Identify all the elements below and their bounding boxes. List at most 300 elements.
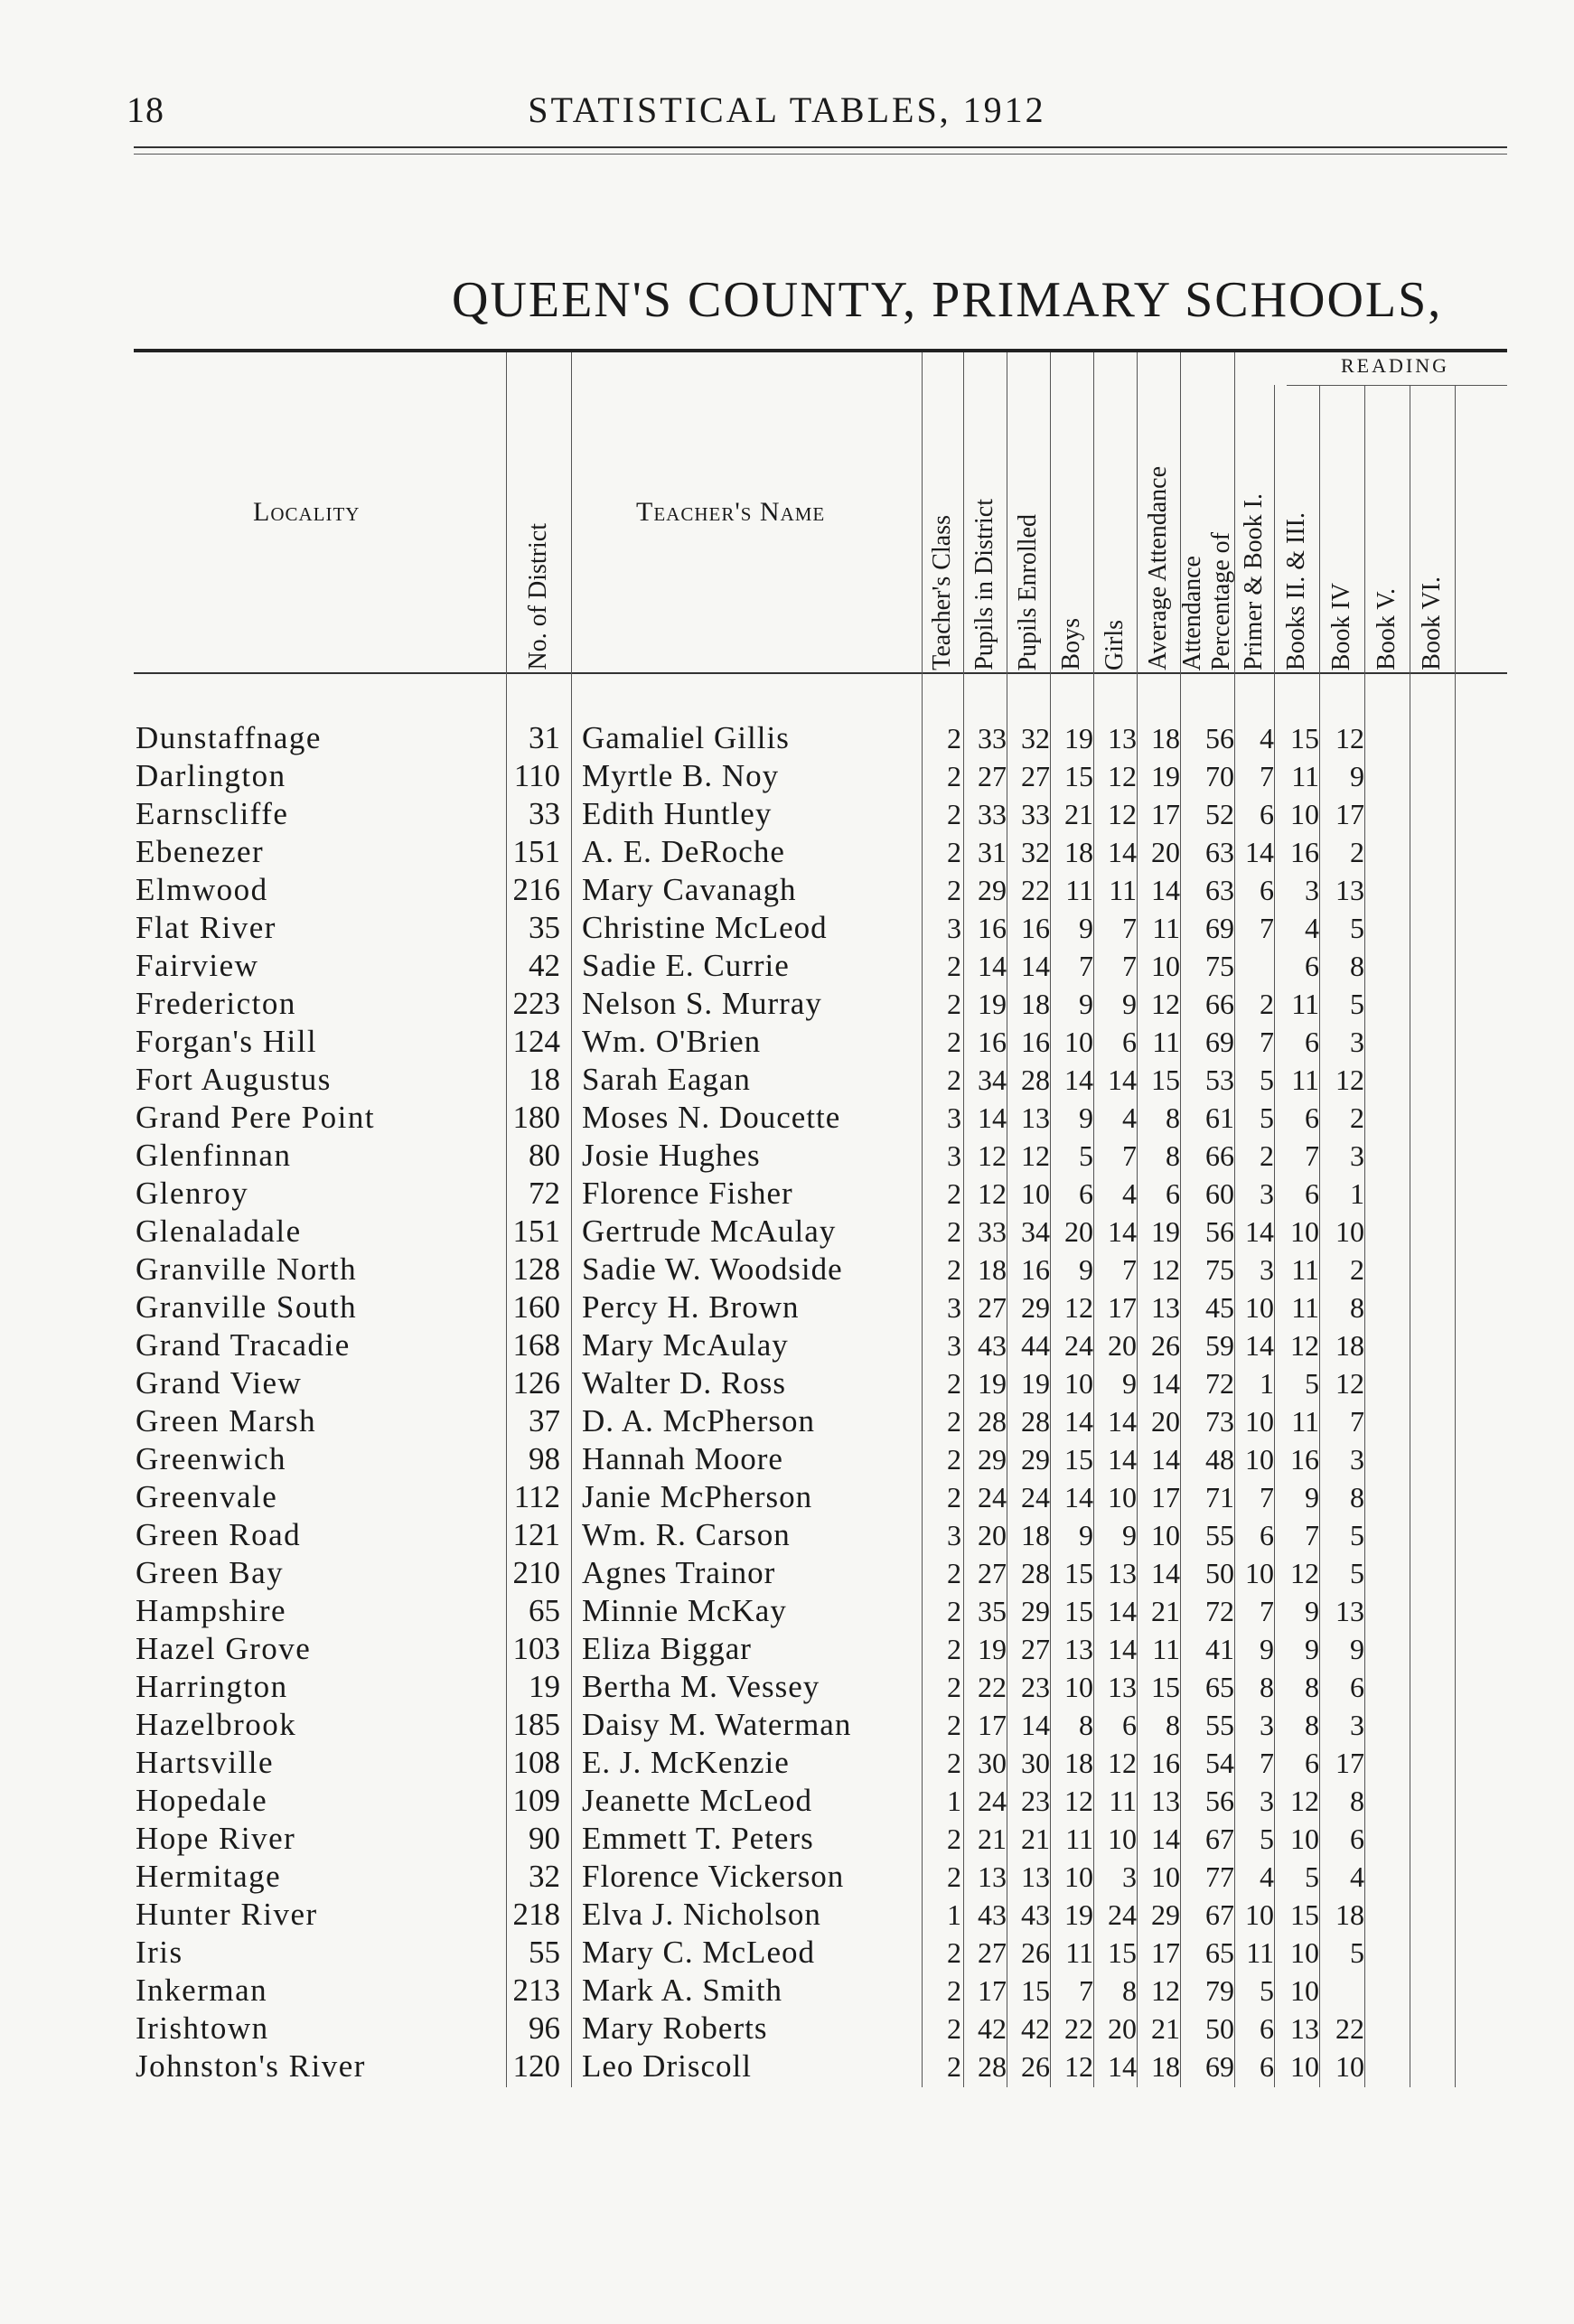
primer-cell: 3 <box>1260 1709 1274 1741</box>
average-attendance-cell: 10 <box>1151 1519 1180 1551</box>
percentage-cell: 71 <box>1205 1481 1234 1513</box>
pupils-enrolled-cell: 18 <box>1021 1519 1050 1551</box>
pupils-enrolled-cell: 14 <box>1021 1709 1050 1741</box>
average-attendance-cell: 26 <box>1151 1329 1180 1362</box>
primer-cell: 2 <box>1260 988 1274 1020</box>
girls-cell: 13 <box>1108 1671 1137 1703</box>
primer-cell: 6 <box>1260 1519 1274 1551</box>
district-cell: 103 <box>512 1631 560 1666</box>
girls-cell: 9 <box>1122 1519 1137 1551</box>
primer-cell: 4 <box>1260 1860 1274 1893</box>
district-cell: 72 <box>529 1176 560 1211</box>
district-cell: 213 <box>512 1973 560 2008</box>
percentage-cell: 69 <box>1205 2050 1234 2083</box>
books-2-3-cell: 11 <box>1291 1291 1319 1324</box>
average-attendance-cell: 15 <box>1151 1064 1180 1096</box>
pupils-enrolled-cell: 33 <box>1021 798 1050 830</box>
girls-cell: 14 <box>1108 1633 1137 1665</box>
teacher-class-cell: 2 <box>947 722 961 754</box>
district-cell: 128 <box>512 1251 560 1287</box>
locality-cell: Green Road <box>136 1517 302 1552</box>
pupils-enrolled-cell: 13 <box>1021 1101 1050 1134</box>
average-attendance-cell: 10 <box>1151 950 1180 982</box>
pupils-district-cell: 19 <box>978 1633 1007 1665</box>
girls-cell: 3 <box>1122 1860 1137 1893</box>
header-rule <box>134 146 1507 148</box>
book-4-cell: 8 <box>1350 1785 1364 1817</box>
teacher-class-cell: 2 <box>947 1557 961 1589</box>
table-row <box>134 1251 1507 1289</box>
pupils-enrolled-cell: 32 <box>1021 836 1050 868</box>
district-cell: 223 <box>512 986 560 1021</box>
locality-cell: Greenwich <box>136 1441 287 1476</box>
boys-cell: 11 <box>1065 1936 1093 1969</box>
books-2-3-cell: 5 <box>1305 1367 1319 1400</box>
pupils-district-cell: 20 <box>978 1519 1007 1551</box>
average-attendance-cell: 13 <box>1151 1785 1180 1817</box>
boys-cell: 9 <box>1079 912 1093 944</box>
average-attendance-cell: 12 <box>1151 988 1180 1020</box>
primer-cell: 10 <box>1245 1291 1274 1324</box>
average-attendance-cell: 17 <box>1151 798 1180 830</box>
average-attendance-cell: 14 <box>1151 1367 1180 1400</box>
pupils-enrolled-cell: 29 <box>1021 1443 1050 1476</box>
average-attendance-cell: 19 <box>1151 1215 1180 1248</box>
books-2-3-cell: 16 <box>1290 1443 1319 1476</box>
locality-cell: Ebenezer <box>136 834 265 869</box>
locality-cell: Glenroy <box>136 1176 249 1211</box>
book-4-cell: 5 <box>1350 1557 1364 1589</box>
average-attendance-cell: 11 <box>1152 1633 1180 1665</box>
teacher-class-cell: 2 <box>947 2050 961 2083</box>
boys-cell: 7 <box>1079 1974 1093 2007</box>
table-row <box>134 1782 1507 1820</box>
teacher-cell: Gamaliel Gillis <box>582 720 790 755</box>
header-book6-cell <box>1410 385 1455 670</box>
locality-cell: Hartsville <box>136 1745 275 1780</box>
primer-cell: 3 <box>1260 1253 1274 1286</box>
pupils-district-cell: 24 <box>978 1785 1007 1817</box>
percentage-cell: 77 <box>1205 1860 1234 1893</box>
books-2-3-cell: 11 <box>1291 1253 1319 1286</box>
pupils-enrolled-cell: 27 <box>1021 760 1050 792</box>
boys-cell: 6 <box>1079 1177 1093 1210</box>
teacher-cell: E. J. McKenzie <box>582 1745 790 1780</box>
primer-cell: 14 <box>1245 1215 1274 1248</box>
percentage-cell: 55 <box>1205 1709 1234 1741</box>
girls-cell: 12 <box>1108 1747 1137 1779</box>
teacher-cell: Janie McPherson <box>582 1479 813 1514</box>
primer-cell: 10 <box>1245 1405 1274 1438</box>
book-4-cell: 17 <box>1335 798 1364 830</box>
book-4-cell: 2 <box>1350 1253 1364 1286</box>
percentage-cell: 69 <box>1205 1026 1234 1058</box>
locality-cell: Hope River <box>136 1821 296 1856</box>
percentage-cell: 66 <box>1205 1139 1234 1172</box>
header-primer-cell <box>1234 385 1274 670</box>
district-cell: 210 <box>512 1555 560 1590</box>
primer-cell: 14 <box>1245 836 1274 868</box>
average-attendance-cell: 20 <box>1151 836 1180 868</box>
primer-cell: 5 <box>1260 1064 1274 1096</box>
district-cell: 151 <box>512 834 560 869</box>
pupils-district-cell: 43 <box>978 1898 1007 1931</box>
books-2-3-cell: 11 <box>1291 988 1319 1020</box>
teacher-cell: Percy H. Brown <box>582 1289 800 1325</box>
table-row <box>134 1554 1507 1592</box>
table-row <box>134 719 1507 757</box>
pupils-enrolled-cell: 27 <box>1021 1633 1050 1665</box>
locality-cell: Hopedale <box>136 1783 268 1818</box>
table-top-rule <box>134 349 1507 352</box>
locality-cell: Iris <box>136 1935 183 1970</box>
percentage-cell: 67 <box>1205 1898 1234 1931</box>
boys-cell: 11 <box>1065 874 1093 906</box>
boys-cell: 7 <box>1079 950 1093 982</box>
pupils-enrolled-cell: 28 <box>1021 1557 1050 1589</box>
teacher-cell: Mary McAulay <box>582 1327 789 1363</box>
locality-cell: Grand View <box>136 1365 303 1401</box>
girls-cell: 11 <box>1109 1785 1137 1817</box>
pupils-enrolled-cell: 14 <box>1021 950 1050 982</box>
teacher-class-cell: 3 <box>947 1291 961 1324</box>
book-4-cell: 3 <box>1350 1139 1364 1172</box>
average-attendance-cell: 11 <box>1152 912 1180 944</box>
book-4-cell: 18 <box>1335 1898 1364 1931</box>
district-cell: 80 <box>529 1138 560 1173</box>
pupils-district-cell: 21 <box>978 1823 1007 1855</box>
table-row <box>134 1668 1507 1706</box>
teacher-cell: Florence Vickerson <box>582 1859 845 1894</box>
table-row <box>134 1326 1507 1364</box>
teacher-class-cell: 2 <box>947 1026 961 1058</box>
pupils-district-cell: 35 <box>978 1595 1007 1627</box>
primer-cell: 9 <box>1260 1633 1274 1665</box>
primer-cell: 1 <box>1260 1367 1274 1400</box>
district-cell: 98 <box>529 1441 560 1476</box>
table-row <box>134 795 1507 833</box>
locality-cell: Irishtown <box>136 2010 269 2046</box>
girls-cell: 6 <box>1122 1026 1137 1058</box>
boys-cell: 13 <box>1064 1633 1093 1665</box>
percentage-cell: 50 <box>1205 1557 1234 1589</box>
primer-cell: 7 <box>1260 1026 1274 1058</box>
teacher-cell: Mary C. McLeod <box>582 1935 815 1970</box>
pupils-enrolled-cell: 43 <box>1021 1898 1050 1931</box>
boys-cell: 24 <box>1064 1329 1093 1362</box>
district-cell: 216 <box>512 872 560 907</box>
boys-cell: 12 <box>1064 2050 1093 2083</box>
district-cell: 112 <box>513 1479 560 1514</box>
book-4-cell: 10 <box>1335 2050 1364 2083</box>
girls-cell: 13 <box>1108 722 1137 754</box>
average-attendance-cell: 8 <box>1166 1139 1180 1172</box>
teacher-class-cell: 2 <box>947 1215 961 1248</box>
books-2-3-cell: 6 <box>1305 1101 1319 1134</box>
header-girls-cell <box>1093 385 1137 670</box>
percentage-cell: 48 <box>1205 1443 1234 1476</box>
district-cell: 160 <box>512 1289 560 1325</box>
primer-cell: 5 <box>1260 1823 1274 1855</box>
percentage-cell: 67 <box>1205 1823 1234 1855</box>
locality-cell: Forgan's Hill <box>136 1024 318 1059</box>
girls-cell: 10 <box>1108 1823 1137 1855</box>
boys-cell: 8 <box>1079 1709 1093 1741</box>
header-pupils-enrolled: Pupils Enrolled <box>1014 513 1042 670</box>
district-cell: 65 <box>529 1593 560 1628</box>
teacher-class-cell: 2 <box>947 1747 961 1779</box>
teacher-cell: Eliza Biggar <box>582 1631 752 1666</box>
percentage-cell: 72 <box>1205 1595 1234 1627</box>
average-attendance-cell: 15 <box>1151 1671 1180 1703</box>
locality-cell: Green Bay <box>136 1555 285 1590</box>
table-row <box>134 1744 1507 1782</box>
percentage-cell: 63 <box>1205 874 1234 906</box>
girls-cell: 6 <box>1122 1709 1137 1741</box>
books-2-3-cell: 12 <box>1290 1557 1319 1589</box>
percentage-cell: 73 <box>1205 1405 1234 1438</box>
book-4-cell: 5 <box>1350 1519 1364 1551</box>
percentage-cell: 55 <box>1205 1519 1234 1551</box>
teacher-class-cell: 3 <box>947 1101 961 1134</box>
pupils-enrolled-cell: 16 <box>1021 1253 1050 1286</box>
district-cell: 33 <box>529 796 560 831</box>
header-pct-cell <box>1180 385 1234 670</box>
books-2-3-cell: 6 <box>1305 1747 1319 1779</box>
district-cell: 55 <box>529 1935 560 1970</box>
girls-cell: 14 <box>1108 1595 1137 1627</box>
teacher-class-cell: 2 <box>947 1064 961 1096</box>
girls-cell: 14 <box>1108 1443 1137 1476</box>
table-row <box>134 1137 1507 1175</box>
teacher-cell: D. A. McPherson <box>582 1403 816 1438</box>
teacher-cell: Christine McLeod <box>582 910 828 945</box>
teacher-class-cell: 3 <box>947 1329 961 1362</box>
books-2-3-cell: 11 <box>1291 1064 1319 1096</box>
primer-cell: 6 <box>1260 874 1274 906</box>
running-head: STATISTICAL TABLES, 1912 <box>528 89 1046 130</box>
table-row <box>134 1934 1507 1972</box>
district-cell: 96 <box>529 2010 560 2046</box>
boys-cell: 12 <box>1064 1785 1093 1817</box>
primer-cell: 8 <box>1260 1671 1274 1703</box>
book-4-cell: 12 <box>1335 722 1364 754</box>
teacher-class-cell: 2 <box>947 1633 961 1665</box>
district-cell: 37 <box>529 1403 560 1438</box>
girls-cell: 8 <box>1122 1974 1137 2007</box>
book-4-cell: 2 <box>1350 836 1364 868</box>
locality-cell: Green Marsh <box>136 1403 317 1438</box>
primer-cell: 10 <box>1245 1898 1274 1931</box>
books-2-3-cell: 12 <box>1290 1785 1319 1817</box>
pupils-district-cell: 16 <box>978 1026 1007 1058</box>
teacher-class-cell: 1 <box>947 1898 961 1931</box>
table-row <box>134 909 1507 947</box>
pupils-district-cell: 42 <box>978 2012 1007 2045</box>
primer-cell: 10 <box>1245 1557 1274 1589</box>
pupils-district-cell: 22 <box>978 1671 1007 1703</box>
book-4-cell: 3 <box>1350 1709 1364 1741</box>
girls-cell: 20 <box>1108 1329 1137 1362</box>
percentage-cell: 41 <box>1205 1633 1234 1665</box>
locality-cell: Greenvale <box>136 1479 278 1514</box>
pupils-district-cell: 27 <box>978 1291 1007 1324</box>
pupils-district-cell: 19 <box>978 1367 1007 1400</box>
pupils-district-cell: 14 <box>978 950 1007 982</box>
pupils-enrolled-cell: 23 <box>1021 1671 1050 1703</box>
percentage-cell: 59 <box>1205 1329 1234 1362</box>
header-average-attendance: Average Attendance <box>1144 466 1172 670</box>
book-4-cell: 3 <box>1350 1443 1364 1476</box>
primer-cell: 7 <box>1260 1595 1274 1627</box>
locality-cell: Johnston's River <box>136 2048 366 2084</box>
percentage-cell: 45 <box>1205 1291 1234 1324</box>
teacher-class-cell: 2 <box>947 760 961 792</box>
average-attendance-cell: 8 <box>1166 1101 1180 1134</box>
header-district-cell <box>506 385 571 670</box>
book-4-cell: 22 <box>1335 2012 1364 2045</box>
pupils-enrolled-cell: 15 <box>1021 1974 1050 2007</box>
average-attendance-cell: 14 <box>1151 1557 1180 1589</box>
books-2-3-cell: 3 <box>1305 874 1319 906</box>
girls-cell: 4 <box>1122 1101 1137 1134</box>
percentage-cell: 75 <box>1205 950 1234 982</box>
pupils-enrolled-cell: 24 <box>1021 1481 1050 1513</box>
pupils-enrolled-cell: 30 <box>1021 1747 1050 1779</box>
header-pdis-cell <box>963 385 1007 670</box>
header-book4-cell <box>1319 385 1364 670</box>
books-2-3-cell: 16 <box>1290 836 1319 868</box>
book-4-cell: 4 <box>1350 1860 1364 1893</box>
locality-cell: Grand Pere Point <box>136 1100 376 1135</box>
page-number: 18 <box>126 89 164 130</box>
district-cell: 121 <box>512 1517 560 1552</box>
teacher-cell: Nelson S. Murray <box>582 986 822 1021</box>
percentage-cell: 56 <box>1205 722 1234 754</box>
primer-cell: 5 <box>1260 1974 1274 2007</box>
boys-cell: 15 <box>1064 1557 1093 1589</box>
books-2-3-cell: 8 <box>1305 1709 1319 1741</box>
percentage-cell: 60 <box>1205 1177 1234 1210</box>
header-penr-cell <box>1007 385 1050 670</box>
table-row <box>134 833 1507 871</box>
book-4-cell: 7 <box>1350 1405 1364 1438</box>
teacher-class-cell: 2 <box>947 2012 961 2045</box>
teacher-cell: Myrtle B. Noy <box>582 758 780 793</box>
teacher-cell: Elva J. Nicholson <box>582 1897 821 1932</box>
boys-cell: 5 <box>1079 1139 1093 1172</box>
locality-cell: Glenfinnan <box>136 1138 292 1173</box>
district-cell: 90 <box>529 1821 560 1856</box>
district-cell: 168 <box>512 1327 560 1363</box>
pupils-enrolled-cell: 16 <box>1021 1026 1050 1058</box>
book-4-cell: 9 <box>1350 760 1364 792</box>
average-attendance-cell: 12 <box>1151 1974 1180 2007</box>
book-4-cell: 13 <box>1335 874 1364 906</box>
table-row <box>134 871 1507 909</box>
book-4-cell: 5 <box>1350 1936 1364 1969</box>
locality-cell: Earnscliffe <box>136 796 289 831</box>
boys-cell: 21 <box>1064 798 1093 830</box>
table-row <box>134 1592 1507 1630</box>
book-4-cell: 13 <box>1335 1595 1364 1627</box>
boys-cell: 14 <box>1064 1064 1093 1096</box>
primer-cell: 7 <box>1260 912 1274 944</box>
percentage-cell: 53 <box>1205 1064 1234 1096</box>
primer-cell: 7 <box>1260 1747 1274 1779</box>
percentage-cell: 75 <box>1205 1253 1234 1286</box>
pupils-enrolled-cell: 22 <box>1021 874 1050 906</box>
average-attendance-cell: 20 <box>1151 1405 1180 1438</box>
average-attendance-cell: 6 <box>1166 1177 1180 1210</box>
books-2-3-cell: 10 <box>1290 1215 1319 1248</box>
teacher-class-cell: 2 <box>947 988 961 1020</box>
pupils-enrolled-cell: 21 <box>1021 1823 1050 1855</box>
percentage-cell: 63 <box>1205 836 1234 868</box>
primer-cell: 6 <box>1260 798 1274 830</box>
teacher-cell: Jeanette McLeod <box>582 1783 813 1818</box>
book-4-cell: 6 <box>1350 1671 1364 1703</box>
boys-cell: 10 <box>1064 1026 1093 1058</box>
girls-cell: 7 <box>1122 1139 1137 1172</box>
girls-cell: 14 <box>1108 1064 1137 1096</box>
girls-cell: 14 <box>1108 836 1137 868</box>
books-2-3-cell: 10 <box>1290 1974 1319 2007</box>
table-body <box>134 719 1507 2085</box>
district-cell: 108 <box>512 1745 560 1780</box>
book-4-cell: 18 <box>1335 1329 1364 1362</box>
locality-cell: Darlington <box>136 758 286 793</box>
pupils-district-cell: 28 <box>978 1405 1007 1438</box>
locality-cell: Fort Augustus <box>136 1062 332 1097</box>
boys-cell: 14 <box>1064 1405 1093 1438</box>
table-row <box>134 1440 1507 1478</box>
books-2-3-cell: 9 <box>1305 1633 1319 1665</box>
header-avg-cell <box>1137 385 1180 670</box>
district-cell: 151 <box>512 1214 560 1249</box>
percentage-cell: 56 <box>1205 1215 1234 1248</box>
percentage-cell: 61 <box>1205 1101 1234 1134</box>
table-row <box>134 757 1507 795</box>
table-row <box>134 1706 1507 1744</box>
header-class-cell <box>922 385 963 670</box>
boys-cell: 11 <box>1065 1823 1093 1855</box>
average-attendance-cell: 8 <box>1166 1709 1180 1741</box>
books-2-3-cell: 8 <box>1305 1671 1319 1703</box>
pupils-district-cell: 16 <box>978 912 1007 944</box>
book-4-cell: 5 <box>1350 912 1364 944</box>
pupils-district-cell: 28 <box>978 2050 1007 2083</box>
teacher-class-cell: 2 <box>947 1936 961 1969</box>
teacher-class-cell: 3 <box>947 1139 961 1172</box>
header-boys-cell <box>1050 385 1093 670</box>
table-row <box>134 1516 1507 1554</box>
teacher-cell: Hannah Moore <box>582 1441 783 1476</box>
pupils-district-cell: 27 <box>978 1557 1007 1589</box>
pupils-district-cell: 33 <box>978 798 1007 830</box>
boys-cell: 14 <box>1064 1481 1093 1513</box>
girls-cell: 7 <box>1122 1253 1137 1286</box>
teacher-class-cell: 1 <box>947 1785 961 1817</box>
table-row <box>134 1478 1507 1516</box>
table-row <box>134 1023 1507 1061</box>
locality-cell: Hazel Grove <box>136 1631 312 1666</box>
header-primer: Primer & Book I. <box>1240 493 1268 670</box>
boys-cell: 22 <box>1064 2012 1093 2045</box>
boys-cell: 10 <box>1064 1367 1093 1400</box>
average-attendance-cell: 17 <box>1151 1936 1180 1969</box>
boys-cell: 15 <box>1064 760 1093 792</box>
